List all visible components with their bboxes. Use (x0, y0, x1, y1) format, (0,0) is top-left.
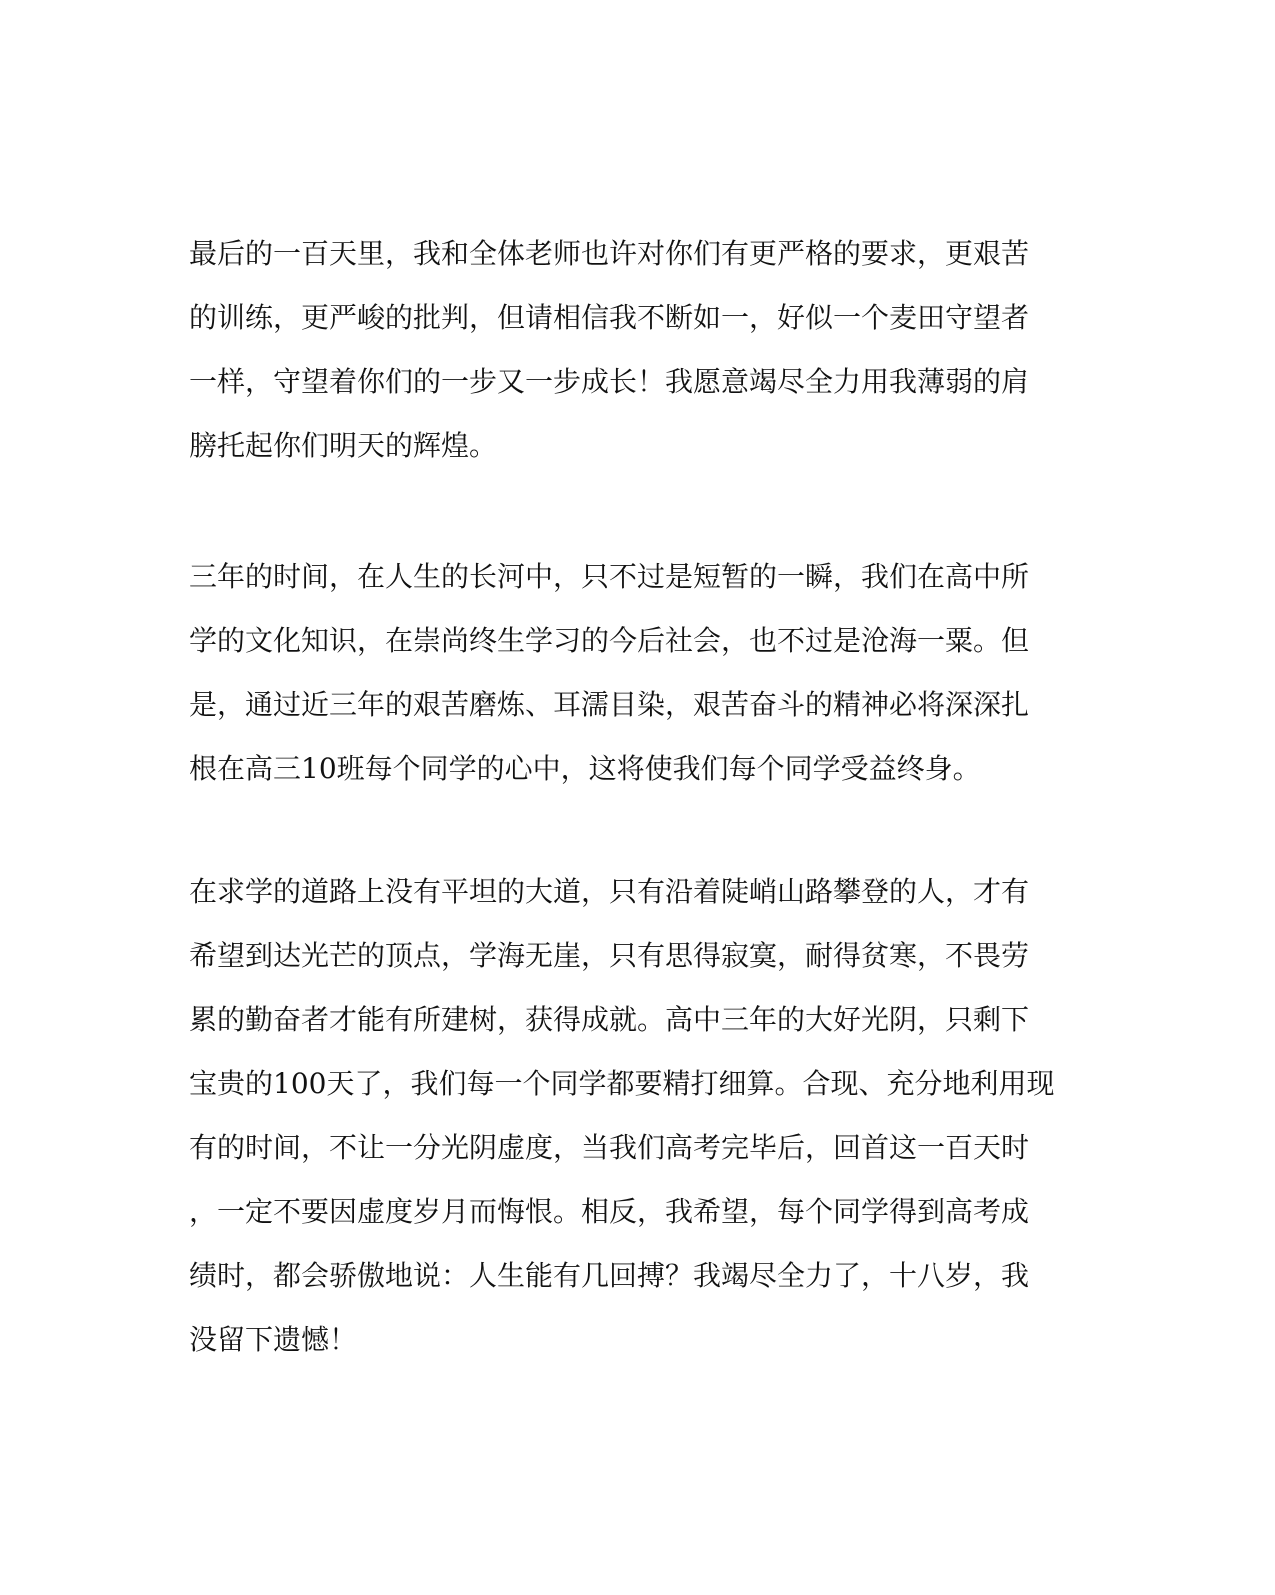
paragraph-line: 三年的时间，在人生的长河中，只不过是短暂的一瞬，我们在高中所 (189, 560, 1030, 593)
paragraph-line: 绩时，都会骄傲地说：人生能有几回搏？我竭尽全力了，十八岁，我 (189, 1259, 1030, 1292)
paragraph-line: 没留下遗憾！ (189, 1323, 358, 1356)
paragraph-line: 在求学的道路上没有平坦的大道，只有沿着陡峭山路攀登的人，才有 (189, 875, 1030, 908)
paragraph-line: 最后的一百天里，我和全体老师也许对你们有更严格的要求，更艰苦 (189, 237, 1030, 270)
paragraph-line: 膀托起你们明天的辉煌。 (189, 429, 498, 462)
paragraph-1 (189, 222, 1069, 478)
paragraph-line: 的训练，更严峻的批判，但请相信我不断如一，好似一个麦田守望者 (189, 301, 1030, 334)
paragraph-line: 一样，守望着你们的一步又一步成长！我愿意竭尽全力用我薄弱的肩 (189, 365, 1030, 398)
paragraph-line: 宝贵的100天了，我们每一个同学都要精打细算。合现、充分地利用现 (189, 1067, 1055, 1100)
paragraph-line: 有的时间，不让一分光阴虚度，当我们高考完毕后，回首这一百天时 (189, 1131, 1030, 1164)
paragraph-line: 根在高三10班每个同学的心中，这将使我们每个同学受益终身。 (189, 752, 981, 785)
paragraph-line: 是，通过近三年的艰苦磨炼、耳濡目染，艰苦奋斗的精神必将深深扎 (189, 688, 1030, 721)
paragraph-line: ，一定不要因虚度岁月而悔恨。相反，我希望，每个同学得到高考成 (189, 1195, 1030, 1228)
paragraph-2 (189, 545, 1069, 801)
paragraph-line: 希望到达光芒的顶点，学海无崖，只有思得寂寞，耐得贫寒，不畏劳 (189, 939, 1030, 972)
paragraph-3 (189, 860, 1069, 1372)
paragraph-line: 学的文化知识，在崇尚终生学习的今后社会，也不过是沧海一粟。但 (189, 624, 1030, 657)
paragraph-line: 累的勤奋者才能有所建树，获得成就。高中三年的大好光阴，只剩下 (189, 1003, 1030, 1036)
